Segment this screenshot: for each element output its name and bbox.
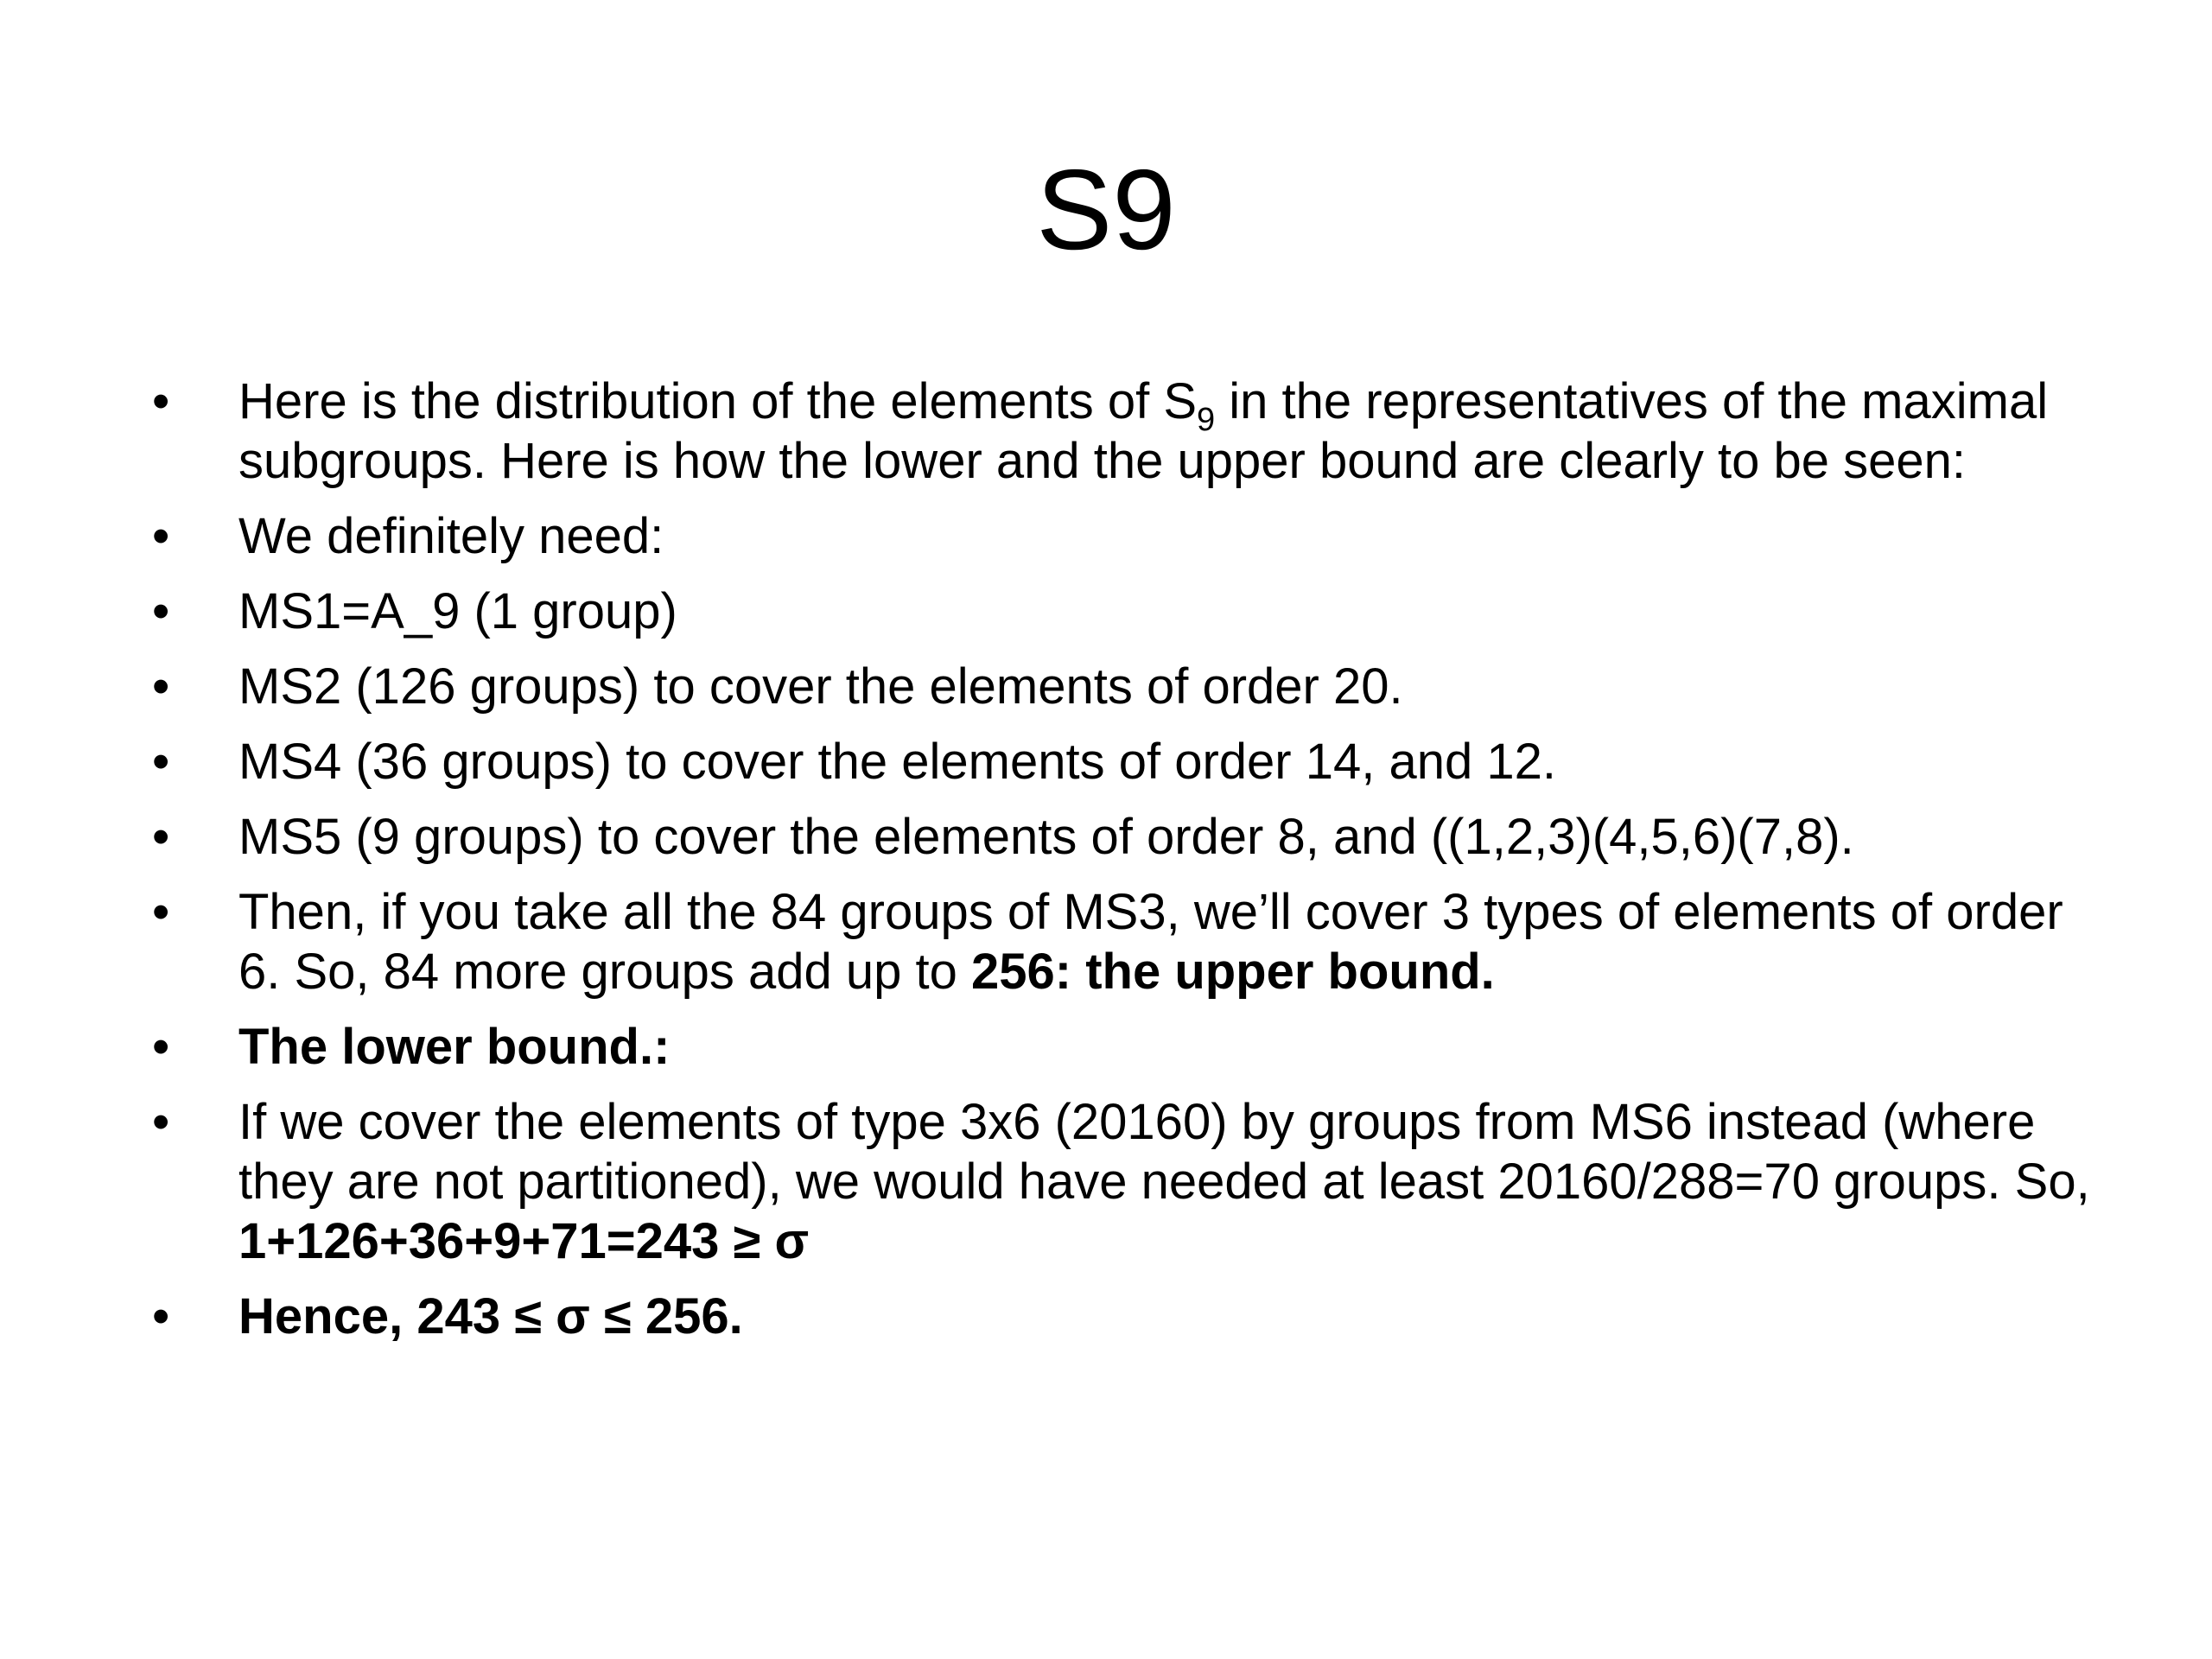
bullet-conclusion bbox=[152, 1287, 2105, 1346]
bullet-dot: • bbox=[152, 583, 170, 639]
bullet-ms4 bbox=[152, 732, 2105, 791]
bullet-distribution bbox=[152, 372, 2105, 491]
bullet-ms1 bbox=[152, 582, 2105, 641]
lower-bound-formula: 1+126+36+9+71=243 ≥ σ bbox=[238, 1213, 810, 1269]
bullet-dot: • bbox=[152, 373, 170, 429]
lower-bound-heading: The lower bound.: bbox=[238, 1019, 671, 1075]
bullet-text: MS2 (126 groups) to cover the elements of order 20. bbox=[238, 658, 1403, 715]
conclusion-text: Hence, 243 ≤ σ ≤ 256. bbox=[238, 1288, 743, 1344]
bullet-text: If we cover the elements of type 3x6 (20160) by groups from MS6 instead (where they are not partitioned), we would have needed at least 20160/288=70 groups. So, bbox=[238, 1094, 2090, 1210]
bullet-text: We definitely need: bbox=[238, 508, 664, 564]
bullet-dot: • bbox=[152, 1019, 170, 1075]
bullet-definitely-need bbox=[152, 506, 2105, 566]
bullet-dot: • bbox=[152, 1094, 170, 1150]
bullet-dot: • bbox=[152, 658, 170, 715]
bullet-dot: • bbox=[152, 734, 170, 790]
slide-title: S9 bbox=[1036, 146, 1176, 273]
bullet-list bbox=[152, 372, 2105, 1362]
bullet-dot: • bbox=[152, 809, 170, 865]
bullet-text: MS1=A_9 (1 group) bbox=[238, 583, 677, 639]
bullet-ms5 bbox=[152, 807, 2105, 867]
bullet-lower-bound-heading bbox=[152, 1017, 2105, 1077]
bullet-upper-bound bbox=[152, 882, 2105, 1001]
bullet-lower-bound bbox=[152, 1092, 2105, 1271]
bullet-text: Then, if you take all the 84 groups of MS3, we’ll cover 3 types of elements of order 6. So, 84 more groups add up to bbox=[238, 884, 2063, 1000]
bullet-dot: • bbox=[152, 1288, 170, 1344]
bullet-ms2 bbox=[152, 657, 2105, 716]
bullet-text-cont: in the representatives of the maximal subgroups. Here is how the lower and the upper bound are clearly to be seen: bbox=[238, 373, 2049, 489]
bullet-text: Here is the distribution of the elements of S bbox=[238, 373, 1198, 429]
bullet-dot: • bbox=[152, 884, 170, 940]
bullet-text: MS5 (9 groups) to cover the elements of order 8, and ((1,2,3)(4,5,6)(7,8). bbox=[238, 809, 1854, 865]
subscript-9: 9 bbox=[1197, 402, 1216, 438]
upper-bound-text: 256: the upper bound. bbox=[971, 944, 1495, 1000]
bullet-dot: • bbox=[152, 508, 170, 564]
bullet-text: MS4 (36 groups) to cover the elements of order 14, and 12. bbox=[238, 734, 1556, 790]
